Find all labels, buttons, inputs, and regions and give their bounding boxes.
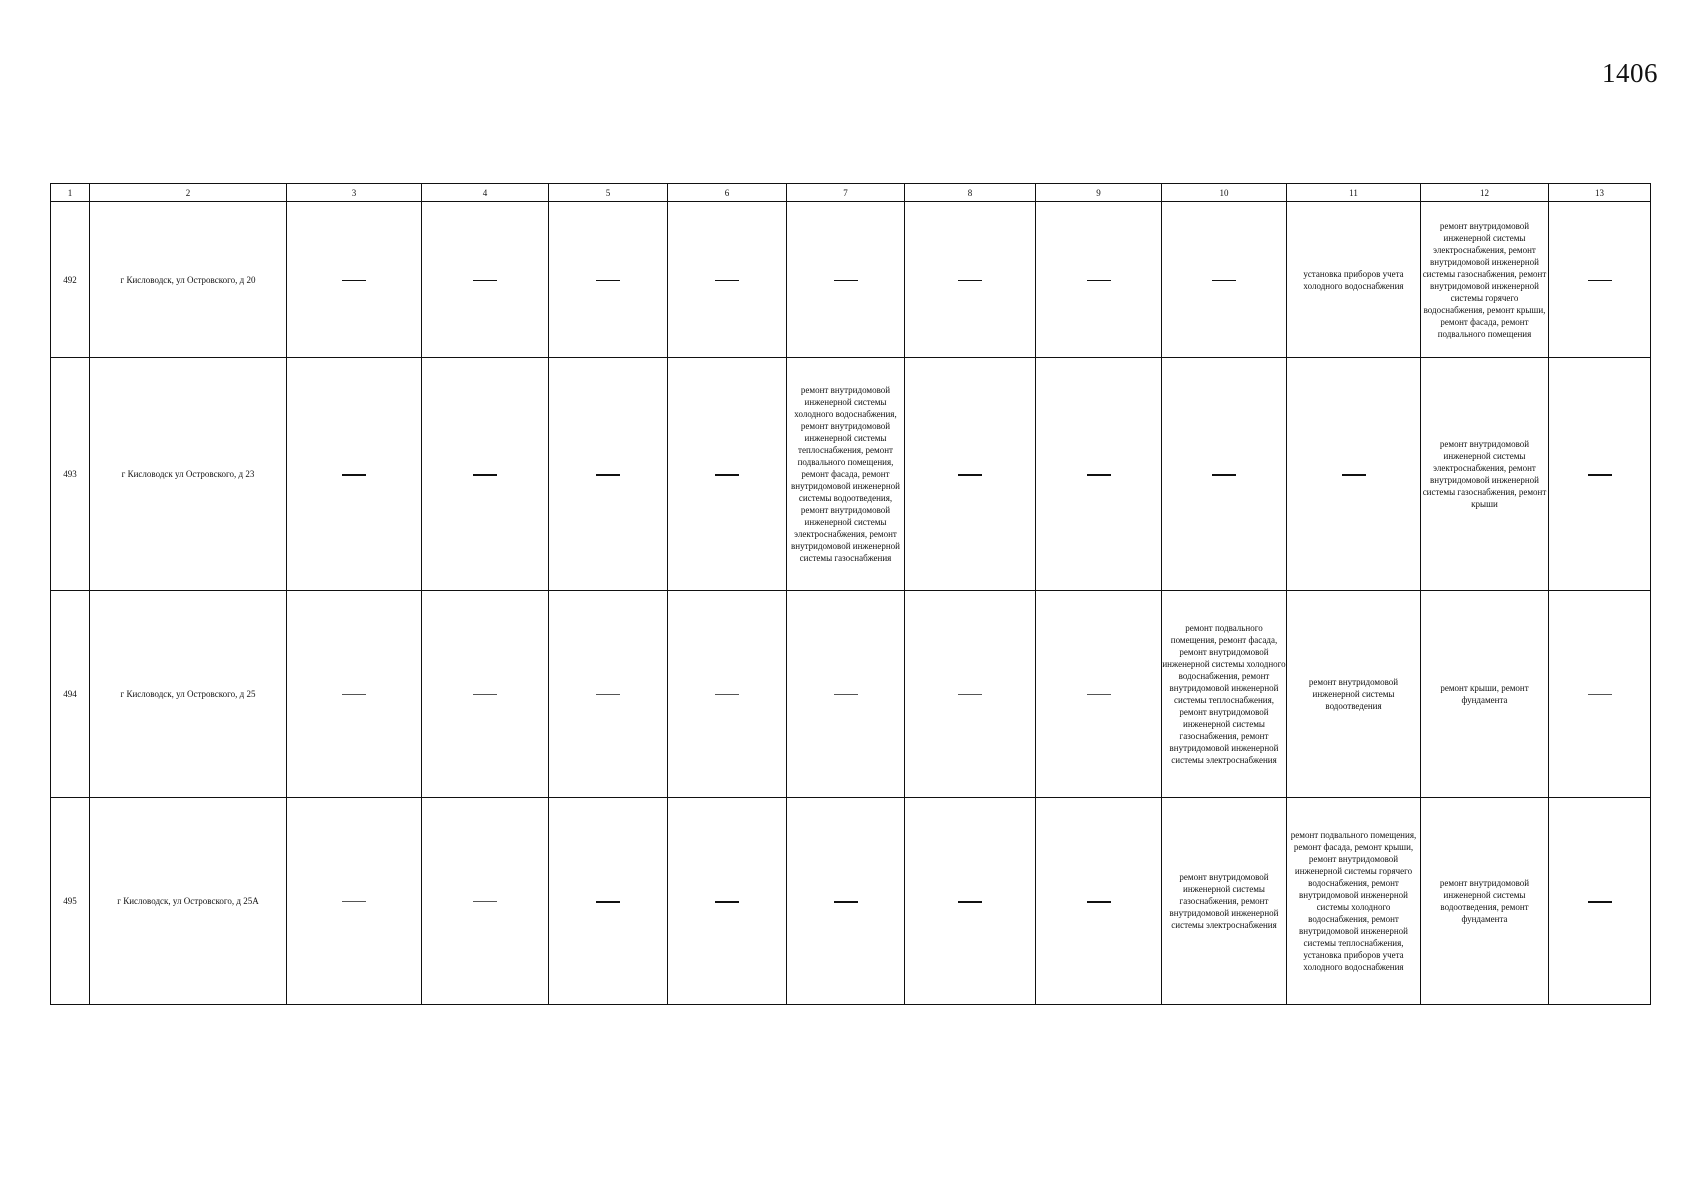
work-cell: установка приборов учета холодного водоснабжения (1287, 202, 1421, 358)
row-number: 493 (51, 358, 90, 591)
dash-mark (342, 694, 366, 695)
empty-cell (549, 202, 668, 358)
dash-mark (1087, 901, 1111, 903)
empty-cell (549, 358, 668, 591)
empty-cell (905, 202, 1036, 358)
empty-cell (287, 202, 422, 358)
dash-mark (715, 474, 739, 476)
dash-mark (596, 474, 620, 476)
row-number: 492 (51, 202, 90, 358)
column-header: 4 (422, 184, 549, 202)
empty-cell (549, 798, 668, 1005)
repair-register-table (50, 183, 1651, 1005)
work-cell: ремонт внутридомовой инженерной системы холодного водоснабжения, ремонт внутридомовой инженерной системы теплоснабжения, ремонт подвального помещения, ремонт фасада, ремонт внутридомовой инженерной системы водоотведения, ремонт внутридомовой инженерной системы электроснабжения, ремонт внутридомовой инженерной системы газоснабжения (787, 358, 905, 591)
dash-mark (1212, 474, 1236, 476)
header-row (51, 184, 1651, 202)
empty-cell (905, 591, 1036, 798)
dash-mark (715, 280, 739, 282)
dash-mark (958, 280, 982, 282)
empty-cell (1549, 591, 1651, 798)
empty-cell (1036, 591, 1162, 798)
dash-mark (958, 694, 982, 695)
column-header: 13 (1549, 184, 1651, 202)
page-number: 1406 (1602, 58, 1658, 88)
empty-cell (287, 358, 422, 591)
column-header: 1 (51, 184, 90, 202)
work-cell: ремонт подвального помещения, ремонт фасада, ремонт внутридомовой инженерной системы холодного водоснабжения, ремонт внутридомовой инженерной системы теплоснабжения, ремонт внутридомовой инженерной системы газоснабжения, ремонт внутридомовой инженерной системы электроснабжения (1162, 591, 1287, 798)
empty-cell (787, 798, 905, 1005)
dash-mark (342, 474, 366, 476)
dash-mark (342, 280, 366, 282)
dash-mark (596, 694, 620, 695)
column-header: 6 (668, 184, 787, 202)
empty-cell (422, 591, 549, 798)
empty-cell (1036, 358, 1162, 591)
empty-cell (787, 202, 905, 358)
work-cell: ремонт внутридомовой инженерной системы электроснабжения, ремонт внутридомовой инженерной системы газоснабжения, ремонт крыши (1421, 358, 1549, 591)
empty-cell (287, 798, 422, 1005)
empty-cell (905, 358, 1036, 591)
column-header: 5 (549, 184, 668, 202)
dash-mark (834, 694, 858, 695)
empty-cell (1162, 358, 1287, 591)
empty-cell (287, 591, 422, 798)
dash-mark (1588, 474, 1612, 476)
dash-mark (473, 280, 497, 282)
dash-mark (473, 694, 497, 695)
dash-mark (342, 901, 366, 902)
work-cell: ремонт крыши, ремонт фундамента (1421, 591, 1549, 798)
empty-cell (1287, 358, 1421, 591)
row-number: 494 (51, 591, 90, 798)
work-cell: ремонт внутридомовой инженерной системы водоотведения (1287, 591, 1421, 798)
empty-cell (1036, 798, 1162, 1005)
dash-mark (1342, 474, 1366, 476)
empty-cell (422, 202, 549, 358)
table-row (51, 358, 1651, 591)
empty-cell (905, 798, 1036, 1005)
empty-cell (549, 591, 668, 798)
empty-cell (1036, 202, 1162, 358)
address-cell: г Кисловодск, ул Островского, д 20 (90, 202, 287, 358)
empty-cell (668, 202, 787, 358)
column-header: 8 (905, 184, 1036, 202)
empty-cell (668, 591, 787, 798)
dash-mark (1588, 694, 1612, 695)
column-header: 10 (1162, 184, 1287, 202)
table-row (51, 202, 1651, 358)
empty-cell (787, 591, 905, 798)
dash-mark (834, 901, 858, 903)
row-number: 495 (51, 798, 90, 1005)
empty-cell (1162, 202, 1287, 358)
dash-mark (473, 474, 497, 476)
work-cell: ремонт подвального помещения, ремонт фасада, ремонт крыши, ремонт внутридомовой инженерной системы горячего водоснабжения, ремонт внутридомовой инженерной системы холодного водоснабжения, ремонт внутридомовой инженерной системы теплоснабжения, установка приборов учета холодного водоснабжения (1287, 798, 1421, 1005)
dash-mark (715, 694, 739, 695)
dash-mark (834, 280, 858, 282)
dash-mark (1212, 280, 1236, 282)
empty-cell (668, 798, 787, 1005)
column-header: 9 (1036, 184, 1162, 202)
table-row (51, 591, 1651, 798)
work-cell: ремонт внутридомовой инженерной системы водоотведения, ремонт фундамента (1421, 798, 1549, 1005)
column-header: 2 (90, 184, 287, 202)
dash-mark (958, 474, 982, 476)
empty-cell (1549, 202, 1651, 358)
work-cell: ремонт внутридомовой инженерной системы газоснабжения, ремонт внутридомовой инженерной системы электроснабжения (1162, 798, 1287, 1005)
address-cell: г Кисловодск, ул Островского, д 25 (90, 591, 287, 798)
dash-mark (473, 901, 497, 902)
dash-mark (715, 901, 739, 903)
dash-mark (1588, 280, 1612, 282)
dash-mark (1087, 474, 1111, 476)
column-header: 7 (787, 184, 905, 202)
empty-cell (422, 358, 549, 591)
dash-mark (1087, 280, 1111, 282)
dash-mark (958, 901, 982, 903)
empty-cell (422, 798, 549, 1005)
empty-cell (1549, 798, 1651, 1005)
address-cell: г Кисловодск, ул Островского, д 25А (90, 798, 287, 1005)
column-header: 3 (287, 184, 422, 202)
address-cell: г Кисловодск ул Островского, д 23 (90, 358, 287, 591)
column-header: 11 (1287, 184, 1421, 202)
work-cell: ремонт внутридомовой инженерной системы электроснабжения, ремонт внутридомовой инженерной системы газоснабжения, ремонт внутридомовой инженерной системы горячего водоснабжения, ремонт крыши, ремонт фасада, ремонт подвального помещения (1421, 202, 1549, 358)
dash-mark (1087, 694, 1111, 695)
empty-cell (1549, 358, 1651, 591)
dash-mark (596, 280, 620, 282)
dash-mark (596, 901, 620, 903)
empty-cell (668, 358, 787, 591)
table-row (51, 798, 1651, 1005)
column-header: 12 (1421, 184, 1549, 202)
dash-mark (1588, 901, 1612, 903)
